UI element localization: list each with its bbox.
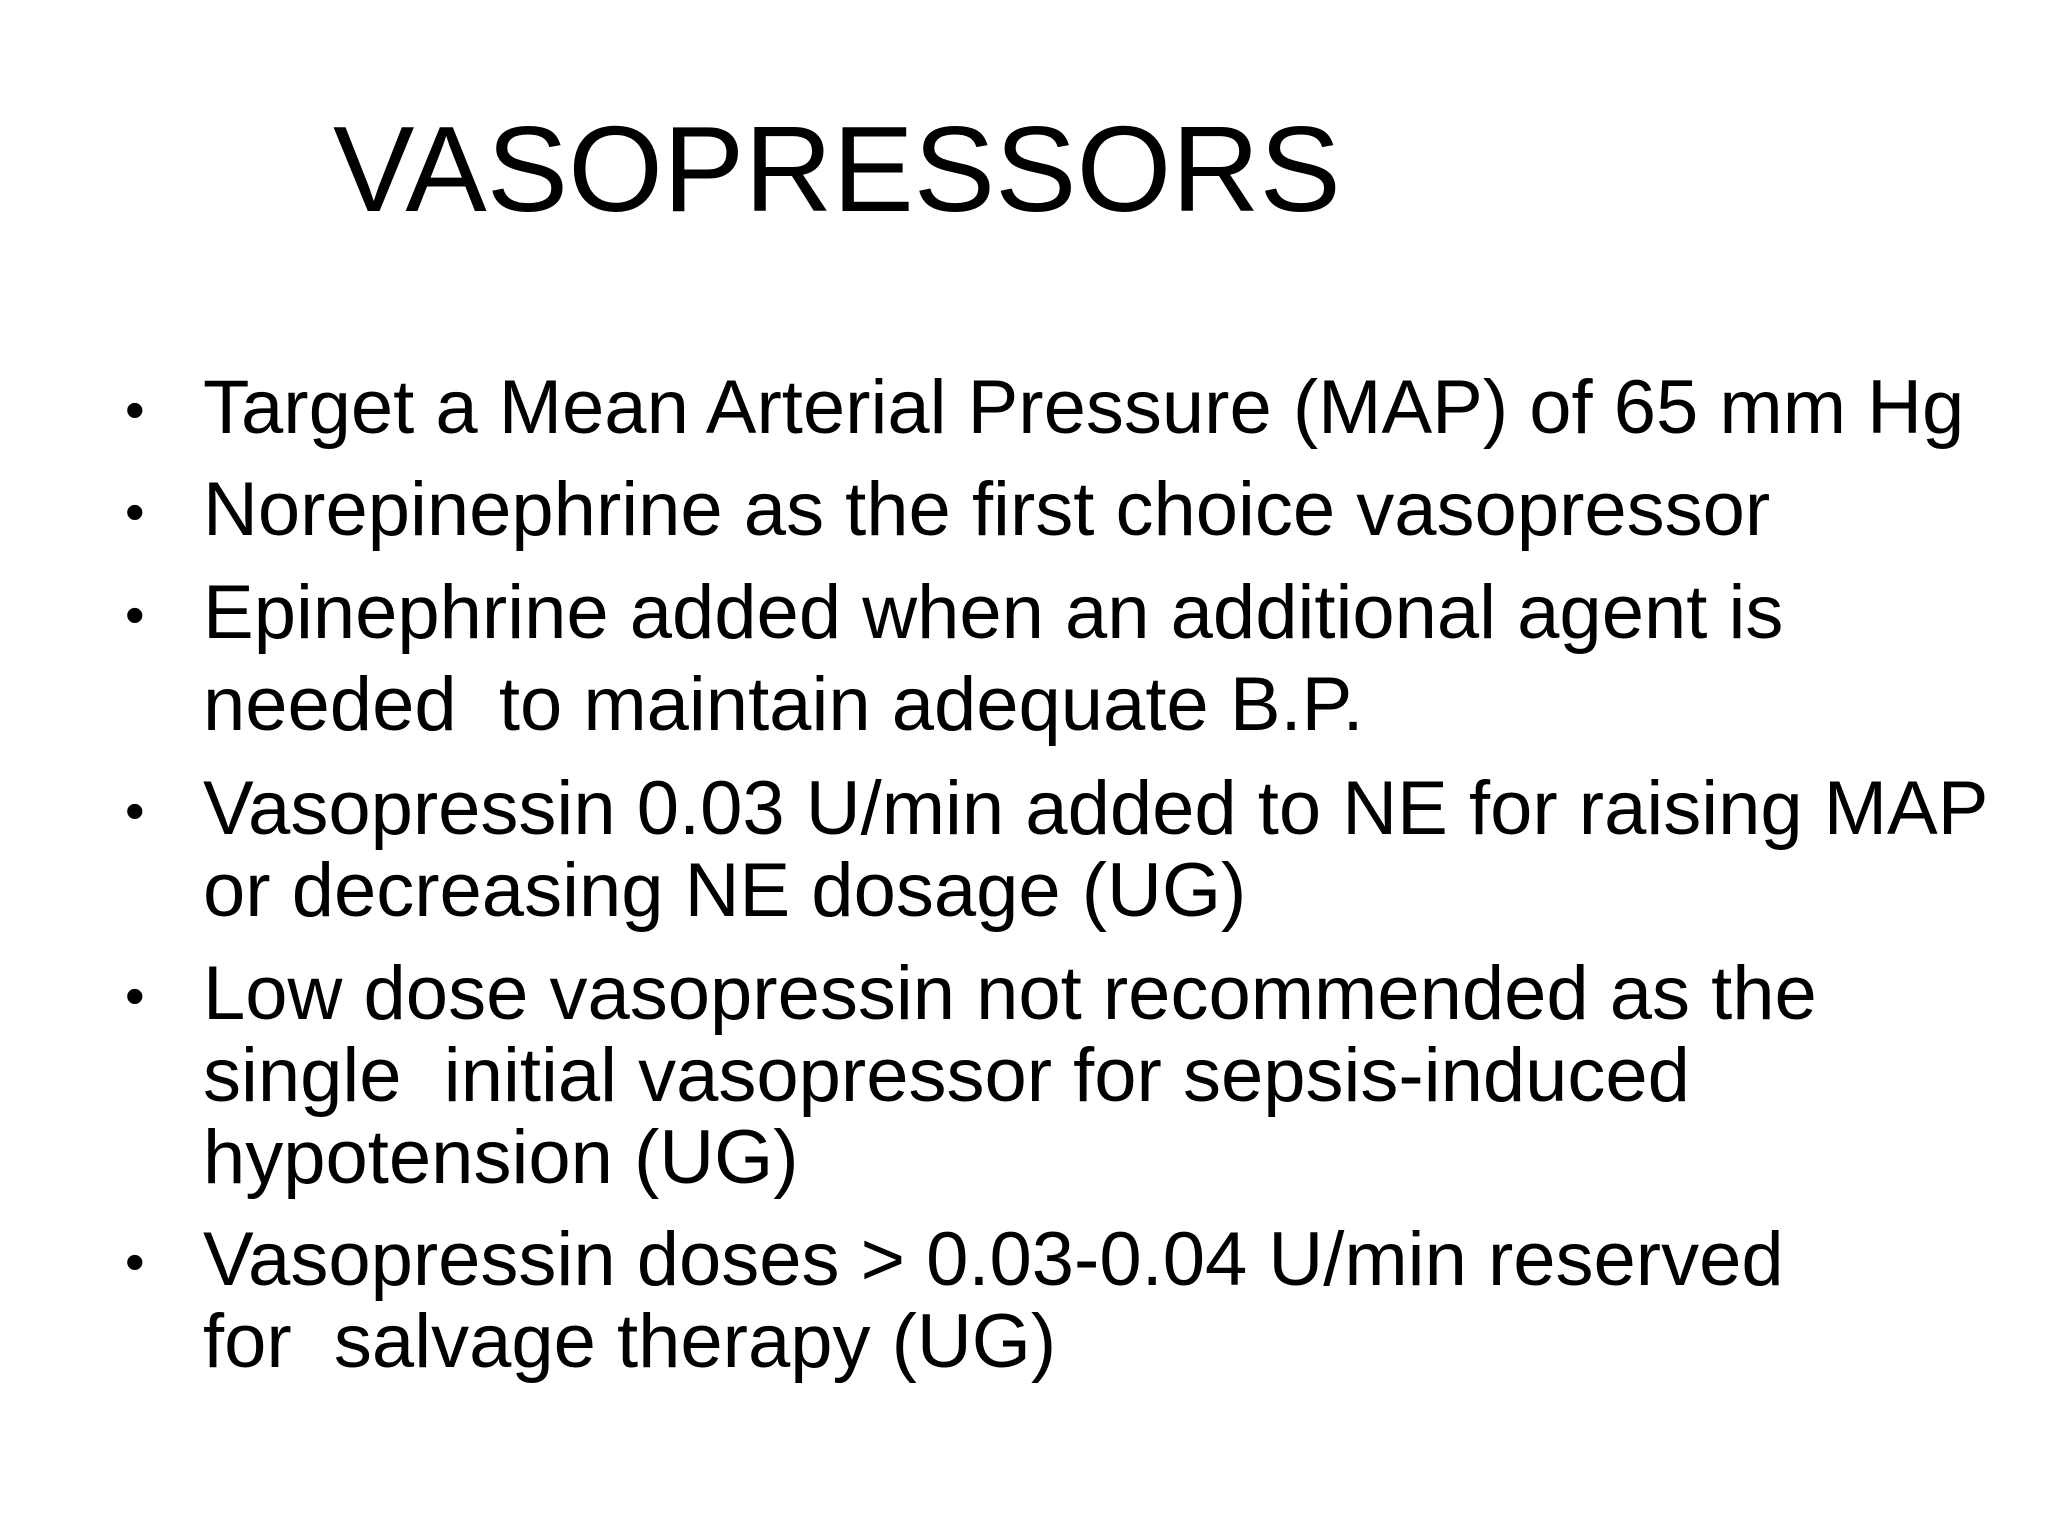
bullet-dot: • [125, 480, 145, 543]
slide-title: VASOPRESSORS [333, 101, 1341, 237]
bullet-text-line: Vasopressin doses > 0.03-0.04 U/min reserved [203, 1217, 1784, 1302]
bullet-text-line: Epinephrine added when an additional agent is [203, 570, 1784, 655]
bullet-text-line: for salvage therapy (UG) [203, 1299, 1057, 1384]
bullet-text-line: or decreasing NE dosage (UG) [203, 848, 1247, 933]
bullet-text-line: needed to maintain adequate B.P. [203, 662, 1364, 747]
bullet-text-line: Low dose vasopressin not recommended as the [203, 951, 1817, 1036]
bullet-text-line: hypotension (UG) [203, 1115, 799, 1200]
bullet-text-line: Vasopressin 0.03 U/min added to NE for raising MAP [203, 766, 1989, 851]
bullet-dot: • [125, 964, 145, 1027]
bullet-dot: • [125, 779, 145, 842]
bullet-text-line: single initial vasopressor for sepsis-induced [203, 1033, 1690, 1118]
bullet-dot: • [125, 1230, 145, 1293]
bullet-text-line: Target a Mean Arterial Pressure (MAP) of 65 mm Hg [203, 365, 1965, 450]
bullet-dot: • [125, 378, 145, 441]
bullet-text-line: Norepinephrine as the first choice vasopressor [203, 467, 1771, 552]
bullet-dot: • [125, 583, 145, 646]
